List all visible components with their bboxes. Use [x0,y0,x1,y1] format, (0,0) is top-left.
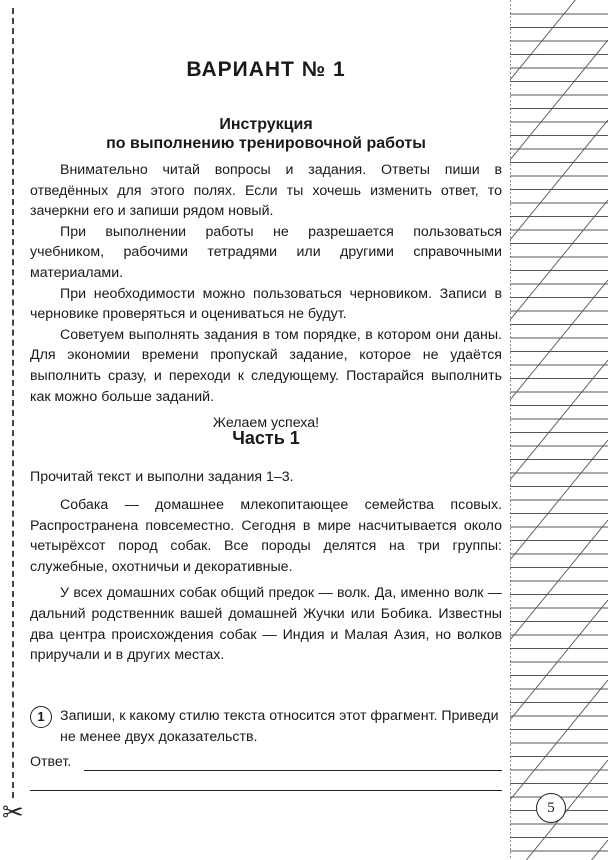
scissors-icon: ✂ [2,798,24,828]
instruction-paragraph: Советуем выполнять задания в том порядке, в котором они даны. Для экономии времени пропускай задание, которое не удаётся выполнить сразу, и переходи к следующему. Постарайся выполнить как можно больше заданий. [30,326,502,405]
answer-row [30,754,502,770]
instruction-heading-line: Инструкция [219,116,313,133]
instruction-heading-line: по выполнению тренировочной работы [106,135,426,152]
instruction-text [30,160,502,434]
answer-field[interactable] [84,770,502,771]
instruction-paragraph: При выполнении работы не разрешается пользоваться учебником, рабочими тетрадями или другими справочными материалами. [30,223,502,281]
answer-label: Ответ. [30,754,72,770]
handwriting-margin [510,0,608,860]
reading-text [30,495,502,666]
reading-paragraph: Собака — домашнее млекопитающее семейства псовых. Распространена повсеместно. Сегодня в мире насчитывается около четырёхсот пород собак. Все породы делятся на три группы: служебные, охотничьи и декоративные. [30,497,502,575]
instruction-heading [30,115,502,153]
variant-title: ВАРИАНТ № 1 [186,58,346,81]
part-heading: Часть 1 [232,428,300,448]
question-number-badge: 1 [30,706,52,728]
page-number: 5 [536,793,566,823]
question-text: Запиши, к какому стилю текста относится этот фрагмент. Приведи не менее двух доказательств. [60,708,499,745]
good-luck-text: Желаем успеха! [212,415,320,432]
question-1 [30,706,502,747]
answer-field-extra[interactable] [30,790,502,791]
cut-line [12,8,14,798]
task-intro: Прочитай текст и выполни задания 1–3. [30,469,294,485]
instruction-paragraph: Внимательно читай вопросы и задания. Ответы пиши в отведённых для этого полях. Если ты хочешь изменить ответ, то зачеркни его и запиши рядом новый. [30,162,502,220]
instruction-paragraph: При необходимости можно пользоваться черновиком. Записи в черновике проверяться и оцениваться не будут. [30,285,502,323]
reading-paragraph: У всех домашних собак общий предок — волк. Да, именно волк — дальний родственник вашей домашней Жучки или Бобика. Известны два центра происхождения собак — Индия и Малая Азия, но волков приручали и в других местах. [30,585,502,664]
